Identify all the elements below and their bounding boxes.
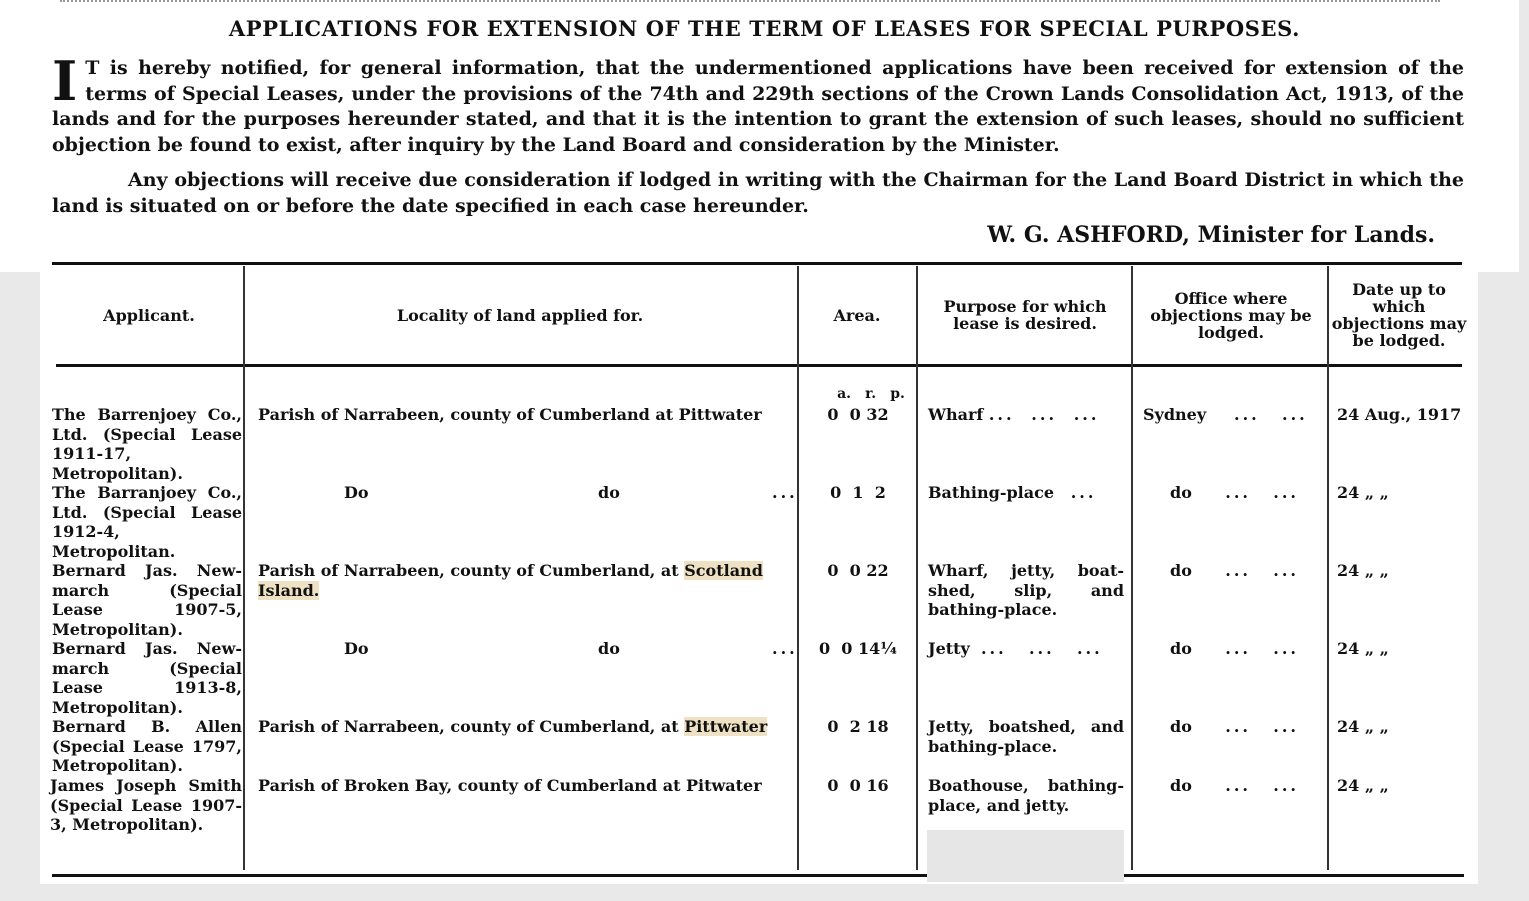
row-3-date: 24 „ „: [1337, 561, 1389, 580]
table-bottom-rule: [52, 874, 1464, 877]
drop-cap: I: [52, 49, 78, 113]
row-6-office: do ... ...: [1170, 776, 1299, 795]
row-2-applicant: The Barranjoey Co., Ltd. (Special Lease 1912-4, Metropolitan.: [52, 483, 242, 561]
unit-perches: p.: [890, 386, 905, 402]
highlighted-text: Scotland Island.: [258, 561, 763, 600]
row-4-purpose: Jetty ... ... ...: [928, 639, 1103, 658]
row-2-office: do ... ...: [1170, 483, 1299, 502]
area-units-header: [830, 386, 912, 402]
row-4-locality-do: Do: [344, 639, 369, 658]
header-bottom-rule: [56, 364, 1462, 367]
row-2-locality-do: Do: [344, 483, 369, 502]
header-office: Office where objections may be lodged.: [1150, 288, 1312, 342]
row-4-office: do ... ...: [1170, 639, 1299, 658]
blank-scan-patch: [927, 830, 1124, 882]
row-3-locality: Parish of Narrabeen, county of Cumberland, at Scotland Island.: [258, 561, 763, 600]
row-6-locality: Parish of Broken Bay, county of Cumberland at Pitwater: [258, 776, 762, 795]
row-5-area: 0 2 18: [827, 717, 889, 736]
row-2-locality-ditto: do: [598, 483, 620, 502]
header-purpose: Purpose for which lease is desired.: [943, 297, 1107, 333]
signature: W. G. ASHFORD, Minister for Lands.: [987, 222, 1435, 248]
unit-roods: r.: [865, 386, 877, 402]
row-3-area: 0 0 22: [827, 561, 889, 580]
row-2-area: 0 1 2: [830, 483, 886, 502]
row-6-purpose: Boathouse, bathing-place, and jetty.: [928, 776, 1124, 815]
notice-paragraph-1: [52, 49, 1464, 158]
unit-acres: a.: [837, 386, 852, 402]
row-2-date: 24 „ „: [1337, 483, 1389, 502]
row-4-applicant: Bernard Jas. New-march (Special Lease 1913-8, Metropolitan).: [52, 639, 242, 717]
row-5-office: do ... ...: [1170, 717, 1299, 736]
row-1-area: 0 0 32: [827, 405, 889, 424]
row-2-locality-leaders: ...: [772, 483, 798, 502]
table-top-rule: [52, 262, 1462, 265]
header-area: Area.: [833, 305, 881, 325]
column-divider: [916, 266, 918, 870]
highlighted-text: Pittwater: [684, 717, 768, 736]
row-5-purpose: Jetty, boatshed, and bathing-place.: [928, 717, 1124, 756]
row-1-office: Sydney ... ...: [1143, 405, 1308, 424]
row-3-applicant: Bernard Jas. New-march (Special Lease 1907-5, Metropolitan).: [52, 561, 242, 639]
row-4-area: 0 0 14¼: [819, 639, 897, 658]
row-6-area: 0 0 16: [827, 776, 889, 795]
row-1-locality: Parish of Narrabeen, county of Cumberland at Pittwater: [258, 405, 762, 424]
row-6-applicant: James Joseph Smith (Special Lease 1907-3, Metropolitan).: [50, 776, 242, 834]
notice-paragraph-2: Any objections will receive due consideration if lodged in writing with the Chairman for the Land Board District in which the land is situated on or before the date specified in each case hereunder.: [52, 169, 1464, 217]
notice-title: APPLICATIONS FOR EXTENSION OF THE TERM OF LEASES FOR SPECIAL PURPOSES.: [228, 16, 1301, 41]
header-locality: Locality of land applied for.: [396, 305, 644, 325]
row-5-date: 24 „ „: [1337, 717, 1389, 736]
row-3-purpose: Wharf, jetty, boat-shed, slip, and bathing-place.: [928, 561, 1124, 619]
row-4-date: 24 „ „: [1337, 639, 1389, 658]
row-1-applicant: The Barrenjoey Co., Ltd. (Special Lease 1911-17, Metropolitan).: [52, 405, 242, 483]
row-5-applicant: Bernard B. Allen (Special Lease 1797, Metropolitan).: [52, 717, 242, 775]
row-3-office: do ... ...: [1170, 561, 1299, 580]
row-1-date: 24 Aug., 1917: [1337, 405, 1462, 424]
row-1-purpose: Wharf ... ... ...: [928, 405, 1100, 424]
row-5-locality: Parish of Narrabeen, county of Cumberland, at Pittwater: [258, 717, 768, 736]
row-2-purpose: Bathing-place ...: [928, 483, 1097, 502]
header-applicant: Applicant.: [103, 305, 195, 325]
row-6-date: 24 „ „: [1337, 776, 1389, 795]
column-divider: [1131, 266, 1133, 870]
top-edge-fragment: [60, 0, 1440, 6]
row-4-locality-ditto: do: [598, 639, 620, 658]
header-date: Date up to which objections may be lodged.: [1331, 280, 1467, 350]
paragraph-1-text: T is hereby notified, for general information, that the undermentioned applications have been received for extension of the terms of Special Leases, under the provisions of the 74th and 229th sections of the Crown Lands Consolidation Act, 1913, of the lands and for the purposes hereunder stated, and that it is the intention to grant the extension of such leases, should no sufficient objection be found to exist, after inquiry by the Land Board and consideration by the Minister.: [52, 57, 1464, 156]
row-4-locality-leaders: ...: [772, 639, 798, 658]
